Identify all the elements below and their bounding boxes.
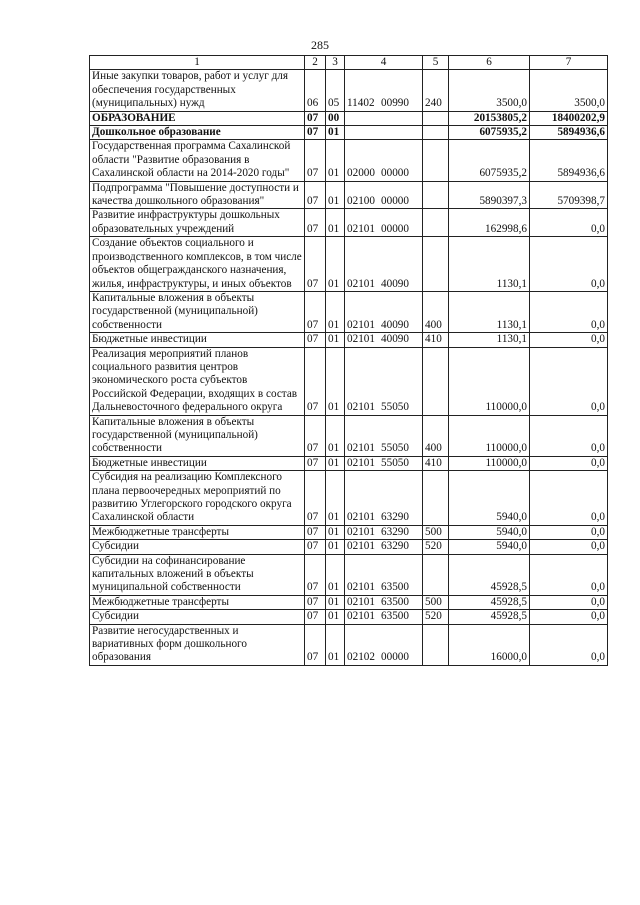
expense-type-code bbox=[423, 624, 449, 665]
article-code-program: 02101 bbox=[347, 333, 375, 346]
column-header: 3 bbox=[326, 56, 345, 70]
subsection-code: 01 bbox=[326, 291, 345, 332]
amount-year-1: 20153805,2 bbox=[449, 111, 530, 125]
amount-year-1: 3500,0 bbox=[449, 70, 530, 111]
subsection-code: 01 bbox=[326, 126, 345, 140]
expense-type-code bbox=[423, 554, 449, 595]
amount-year-1: 45928,5 bbox=[449, 595, 530, 609]
expense-type-code: 520 bbox=[423, 610, 449, 624]
amount-year-2: 0,0 bbox=[530, 624, 608, 665]
article-code-direction: 00000 bbox=[381, 195, 409, 208]
amount-year-2: 5894936,6 bbox=[530, 140, 608, 181]
expense-type-code: 500 bbox=[423, 595, 449, 609]
row-name: Субсидии на софинансирование капитальных вложений в объекты муниципальной собственности bbox=[90, 554, 305, 595]
row-name: Бюджетные инвестиции bbox=[90, 333, 305, 347]
article-code-program: 02101 bbox=[347, 511, 375, 524]
subsection-code: 01 bbox=[326, 415, 345, 456]
expense-type-code: 400 bbox=[423, 291, 449, 332]
article-code-direction: 40090 bbox=[381, 333, 409, 346]
amount-year-1: 1130,1 bbox=[449, 291, 530, 332]
article-code bbox=[345, 610, 423, 624]
amount-year-1: 1130,1 bbox=[449, 237, 530, 292]
article-code-program: 02101 bbox=[347, 610, 375, 623]
section-code: 07 bbox=[305, 595, 326, 609]
section-code: 07 bbox=[305, 333, 326, 347]
article-code bbox=[345, 540, 423, 554]
table-row bbox=[90, 415, 608, 456]
article-code-program: 02102 bbox=[347, 651, 375, 664]
article-code-program: 02101 bbox=[347, 277, 375, 290]
subsection-code: 01 bbox=[326, 624, 345, 665]
article-code-direction: 63290 bbox=[381, 511, 409, 524]
table-row bbox=[90, 209, 608, 237]
section-code: 07 bbox=[305, 554, 326, 595]
amount-year-1: 6075935,2 bbox=[449, 126, 530, 140]
row-name: Иные закупки товаров, работ и услуг для обеспечения государственных (муниципальных) нужд bbox=[90, 70, 305, 111]
expense-type-code bbox=[423, 181, 449, 209]
row-name: ОБРАЗОВАНИЕ bbox=[90, 111, 305, 125]
article-code bbox=[345, 126, 423, 140]
section-code: 07 bbox=[305, 209, 326, 237]
subsection-code: 01 bbox=[326, 237, 345, 292]
article-code-program: 02101 bbox=[347, 540, 375, 553]
amount-year-1: 5940,0 bbox=[449, 525, 530, 539]
subsection-code: 01 bbox=[326, 140, 345, 181]
table-row bbox=[90, 554, 608, 595]
table-row bbox=[90, 456, 608, 470]
article-code bbox=[345, 347, 423, 415]
section-code: 07 bbox=[305, 610, 326, 624]
subsection-code: 00 bbox=[326, 111, 345, 125]
amount-year-2: 0,0 bbox=[530, 456, 608, 470]
amount-year-1: 6075935,2 bbox=[449, 140, 530, 181]
subsection-code: 01 bbox=[326, 209, 345, 237]
subsection-code: 01 bbox=[326, 554, 345, 595]
row-name: Межбюджетные трансферты bbox=[90, 595, 305, 609]
article-code-program: 02101 bbox=[347, 222, 375, 235]
amount-year-2: 0,0 bbox=[530, 291, 608, 332]
amount-year-2: 0,0 bbox=[530, 471, 608, 526]
article-code-program: 02101 bbox=[347, 401, 375, 414]
table-row bbox=[90, 111, 608, 125]
article-code-program: 11402 bbox=[347, 97, 375, 110]
article-code-direction: 00000 bbox=[381, 167, 409, 180]
article-code-program: 02101 bbox=[347, 595, 375, 608]
expense-type-code: 500 bbox=[423, 525, 449, 539]
expense-type-code bbox=[423, 126, 449, 140]
column-header: 7 bbox=[530, 56, 608, 70]
row-name: Межбюджетные трансферты bbox=[90, 525, 305, 539]
amount-year-1: 162998,6 bbox=[449, 209, 530, 237]
amount-year-2: 0,0 bbox=[530, 415, 608, 456]
article-code-direction: 00000 bbox=[381, 222, 409, 235]
row-name: Капитальные вложения в объекты государственной (муниципальной) собственности bbox=[90, 415, 305, 456]
amount-year-2: 0,0 bbox=[530, 333, 608, 347]
expense-type-code: 410 bbox=[423, 333, 449, 347]
article-code-direction: 40090 bbox=[381, 277, 409, 290]
row-name: Государственная программа Сахалинской области "Развитие образования в Сахалинской области на 2014-2020 годы" bbox=[90, 140, 305, 181]
article-code bbox=[345, 456, 423, 470]
section-code: 07 bbox=[305, 415, 326, 456]
column-header: 5 bbox=[423, 56, 449, 70]
article-code bbox=[345, 237, 423, 292]
expense-type-code bbox=[423, 111, 449, 125]
subsection-code: 01 bbox=[326, 347, 345, 415]
section-code: 07 bbox=[305, 471, 326, 526]
expense-type-code: 520 bbox=[423, 540, 449, 554]
amount-year-2: 0,0 bbox=[530, 595, 608, 609]
amount-year-1: 1130,1 bbox=[449, 333, 530, 347]
table-row bbox=[90, 333, 608, 347]
column-header: 4 bbox=[345, 56, 423, 70]
table-row bbox=[90, 237, 608, 292]
article-code-direction: 63500 bbox=[381, 595, 409, 608]
subsection-code: 01 bbox=[326, 456, 345, 470]
amount-year-2: 5894936,6 bbox=[530, 126, 608, 140]
article-code-direction: 63500 bbox=[381, 581, 409, 594]
amount-year-2: 0,0 bbox=[530, 610, 608, 624]
table-row bbox=[90, 595, 608, 609]
amount-year-2: 3500,0 bbox=[530, 70, 608, 111]
amount-year-2: 0,0 bbox=[530, 347, 608, 415]
amount-year-1: 45928,5 bbox=[449, 554, 530, 595]
article-code-program: 02101 bbox=[347, 456, 375, 469]
table-row bbox=[90, 610, 608, 624]
article-code-direction: 63290 bbox=[381, 525, 409, 538]
amount-year-1: 110000,0 bbox=[449, 347, 530, 415]
article-code-program: 02101 bbox=[347, 442, 375, 455]
column-header: 6 bbox=[449, 56, 530, 70]
amount-year-1: 110000,0 bbox=[449, 415, 530, 456]
section-code: 07 bbox=[305, 456, 326, 470]
section-code: 07 bbox=[305, 540, 326, 554]
section-code: 07 bbox=[305, 140, 326, 181]
section-code: 07 bbox=[305, 347, 326, 415]
table-header-row bbox=[90, 56, 608, 70]
article-code-program: 02101 bbox=[347, 318, 375, 331]
amount-year-2: 18400202,9 bbox=[530, 111, 608, 125]
table-row bbox=[90, 471, 608, 526]
row-name: Подпрограмма "Повышение доступности и качества дошкольного образования" bbox=[90, 181, 305, 209]
section-code: 07 bbox=[305, 126, 326, 140]
article-code-direction: 00990 bbox=[381, 97, 409, 110]
article-code bbox=[345, 291, 423, 332]
article-code-direction: 55050 bbox=[381, 442, 409, 455]
section-code: 07 bbox=[305, 237, 326, 292]
article-code bbox=[345, 111, 423, 125]
expense-type-code bbox=[423, 471, 449, 526]
amount-year-2: 0,0 bbox=[530, 209, 608, 237]
article-code bbox=[345, 525, 423, 539]
subsection-code: 05 bbox=[326, 70, 345, 111]
page-number: 285 bbox=[311, 38, 329, 52]
article-code-direction: 55050 bbox=[381, 456, 409, 469]
section-code: 06 bbox=[305, 70, 326, 111]
amount-year-1: 110000,0 bbox=[449, 456, 530, 470]
table-row bbox=[90, 181, 608, 209]
subsection-code: 01 bbox=[326, 181, 345, 209]
amount-year-2: 0,0 bbox=[530, 540, 608, 554]
subsection-code: 01 bbox=[326, 540, 345, 554]
expense-type-code: 410 bbox=[423, 456, 449, 470]
row-name: Бюджетные инвестиции bbox=[90, 456, 305, 470]
article-code bbox=[345, 471, 423, 526]
row-name: Реализация мероприятий планов социального развития центров экономического роста субъектов Российской Федерации, входящих в состав Дальневосточного федерального округа bbox=[90, 347, 305, 415]
row-name: Развитие инфраструктуры дошкольных образовательных учреждений bbox=[90, 209, 305, 237]
article-code bbox=[345, 595, 423, 609]
table-row bbox=[90, 126, 608, 140]
article-code-direction: 63500 bbox=[381, 610, 409, 623]
expense-type-code bbox=[423, 209, 449, 237]
section-code: 07 bbox=[305, 525, 326, 539]
subsection-code: 01 bbox=[326, 471, 345, 526]
expense-type-code: 240 bbox=[423, 70, 449, 111]
table-row bbox=[90, 540, 608, 554]
article-code-direction: 63290 bbox=[381, 540, 409, 553]
article-code bbox=[345, 333, 423, 347]
amount-year-2: 0,0 bbox=[530, 554, 608, 595]
table-row bbox=[90, 70, 608, 111]
article-code bbox=[345, 140, 423, 181]
article-code-program: 02101 bbox=[347, 581, 375, 594]
article-code bbox=[345, 209, 423, 237]
column-header: 2 bbox=[305, 56, 326, 70]
article-code bbox=[345, 624, 423, 665]
article-code-direction: 00000 bbox=[381, 651, 409, 664]
amount-year-1: 45928,5 bbox=[449, 610, 530, 624]
column-header: 1 bbox=[90, 56, 305, 70]
article-code bbox=[345, 70, 423, 111]
article-code-program: 02000 bbox=[347, 167, 375, 180]
row-name: Субсидии bbox=[90, 610, 305, 624]
table-row bbox=[90, 624, 608, 665]
row-name: Дошкольное образование bbox=[90, 126, 305, 140]
article-code bbox=[345, 415, 423, 456]
row-name: Капитальные вложения в объекты государственной (муниципальной) собственности bbox=[90, 291, 305, 332]
subsection-code: 01 bbox=[326, 610, 345, 624]
amount-year-2: 0,0 bbox=[530, 237, 608, 292]
amount-year-1: 5890397,3 bbox=[449, 181, 530, 209]
section-code: 07 bbox=[305, 111, 326, 125]
article-code bbox=[345, 181, 423, 209]
section-code: 07 bbox=[305, 291, 326, 332]
table-row bbox=[90, 347, 608, 415]
amount-year-2: 0,0 bbox=[530, 525, 608, 539]
row-name: Развитие негосударственных и вариативных форм дошкольного образования bbox=[90, 624, 305, 665]
row-name: Создание объектов социального и производственного комплексов, в том числе объектов общегражданского назначения, жилья, инфраструктуры, и иных объектов bbox=[90, 237, 305, 292]
section-code: 07 bbox=[305, 624, 326, 665]
article-code-direction: 55050 bbox=[381, 401, 409, 414]
table-row bbox=[90, 291, 608, 332]
table-row bbox=[90, 140, 608, 181]
expense-type-code bbox=[423, 347, 449, 415]
expense-type-code: 400 bbox=[423, 415, 449, 456]
subsection-code: 01 bbox=[326, 333, 345, 347]
subsection-code: 01 bbox=[326, 525, 345, 539]
article-code bbox=[345, 554, 423, 595]
section-code: 07 bbox=[305, 181, 326, 209]
article-code-program: 02101 bbox=[347, 525, 375, 538]
article-code-direction: 40090 bbox=[381, 318, 409, 331]
article-code-program: 02100 bbox=[347, 195, 375, 208]
subsection-code: 01 bbox=[326, 595, 345, 609]
amount-year-2: 5709398,7 bbox=[530, 181, 608, 209]
budget-table bbox=[89, 55, 608, 666]
amount-year-1: 5940,0 bbox=[449, 540, 530, 554]
table-row bbox=[90, 525, 608, 539]
amount-year-1: 5940,0 bbox=[449, 471, 530, 526]
expense-type-code bbox=[423, 237, 449, 292]
row-name: Субсидии bbox=[90, 540, 305, 554]
row-name: Субсидия на реализацию Комплексного плана первоочередных мероприятий по развитию Углегорского городского округа Сахалинской области bbox=[90, 471, 305, 526]
expense-type-code bbox=[423, 140, 449, 181]
amount-year-1: 16000,0 bbox=[449, 624, 530, 665]
